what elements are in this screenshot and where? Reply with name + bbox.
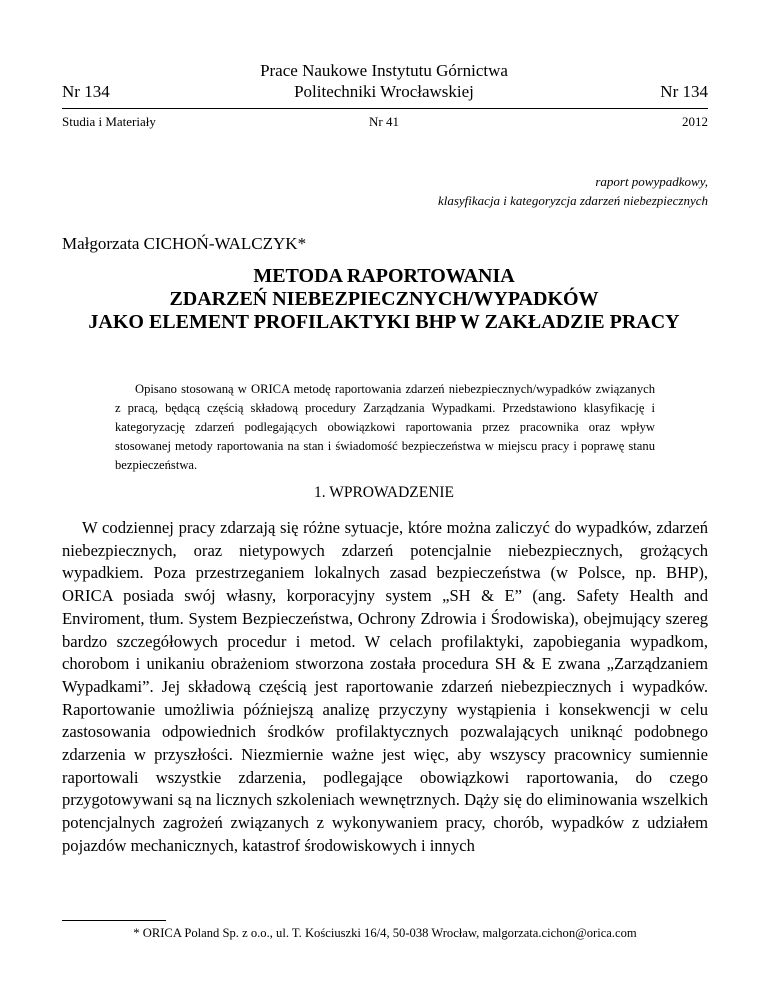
number-left: Nr 134	[62, 82, 110, 101]
paper-title-line2: ZDARZEŃ NIEBEZPIECZNYCH/WYPADKÓW	[169, 288, 599, 310]
footnote: * ORICA Poland Sp. z o.o., ul. T. Kościuszki 16/4, 50-038 Wrocław, malgorzata.cichon@orica.com	[133, 926, 637, 940]
year-label: 2012	[682, 114, 708, 129]
issue-label: Nr 41	[369, 114, 399, 129]
paper-title-line3: JAKO ELEMENT PROFILAKTYKI BHP W ZAKŁADZIE PRACY	[88, 311, 680, 333]
number-right: Nr 134	[660, 82, 708, 101]
keywords-line1: raport powypadkowy,	[595, 174, 708, 189]
section-heading: 1. WPROWADZENIE	[313, 484, 455, 501]
journal-title	[0, 60, 768, 102]
header-rule	[62, 108, 708, 109]
abstract: Opisano stosowaną w ORICA metodę raportowania zdarzeń niebezpiecznych/wypadków związanych z pracą, będącą częścią składową procedury Zarządzania Wypadkami. Przedstawiono klasyfikację i kategoryzację zdarzeń podlegających obowiązkowi raportowania przez pracownika oraz wpływ stosowanej metody raportowania na stan i świadomość bezpieczeństwa w miejscu pracy i poprawę stanu bezpieczeństwa.	[115, 382, 655, 472]
keywords-line2: klasyfikacja i kategoryzcja zdarzeń niebezpiecznych	[437, 193, 708, 208]
journal-title-line2: Politechniki Wrocławskiej	[294, 82, 474, 101]
keywords	[438, 172, 708, 210]
footnote-rule	[62, 920, 166, 921]
paper-title	[0, 265, 768, 334]
body-paragraph: W codziennej pracy zdarzają się różne sytuacje, które można zaliczyć do wypadków, zdarzeń niebezpiecznych, oraz nietypowych zdarzeń potencjalnie niebezpiecznych, grożących wypadkiem. Poza przestrzeganiem lokalnych zasad bezpieczeństwa (w Polsce, np. BHP), ORICA posiada swój własny, korporacyjny system „SH & E” (ang. Safety Health and Enviroment, tłum. System Bezpieczeństwa, Ochrony Zdrowia i Środowiska), obejmujący szereg bardzo szczegółowych procedur i metod. W celach profilaktyki, zapobiegania wypadkom, chorobom i unikaniu obrażeniom stworzona została procedura SH & E zwana „Zarządzaniem Wypadkami”. Jej składową częścią jest raportowanie zdarzeń niebezpiecznych i wypadków. Raportowanie umożliwia późniejszą analizę przyczyny wystąpienia i konsekwencji w celu zastosowania odpowiednich środków profilaktycznych pozwalających uniknąć podobnego zdarzenia w przyszłości. Niezmiernie ważne jest więc, aby wszyscy pracownicy sumiennie raportowali wszystkie zdarzenia, podlegające obowiązkowi raportowania, do czego przygotowywani są na licznych szkoleniach wewnętrznych. Dąży się do eliminowania wszelkich potencjalnych zagrożeń związanych z wykonywaniem pracy, chorób, wypadków z udziałem pojazdów mechanicznych, katastrof środowiskowych i innych	[62, 518, 708, 855]
series-label: Studia i Materiały	[62, 114, 156, 129]
author-name: Małgorzata CICHOŃ-WALCZYK*	[62, 234, 307, 253]
journal-title-line1: Prace Naukowe Instytutu Górnictwa	[260, 61, 508, 80]
paper-title-line1: METODA RAPORTOWANIA	[253, 265, 515, 287]
